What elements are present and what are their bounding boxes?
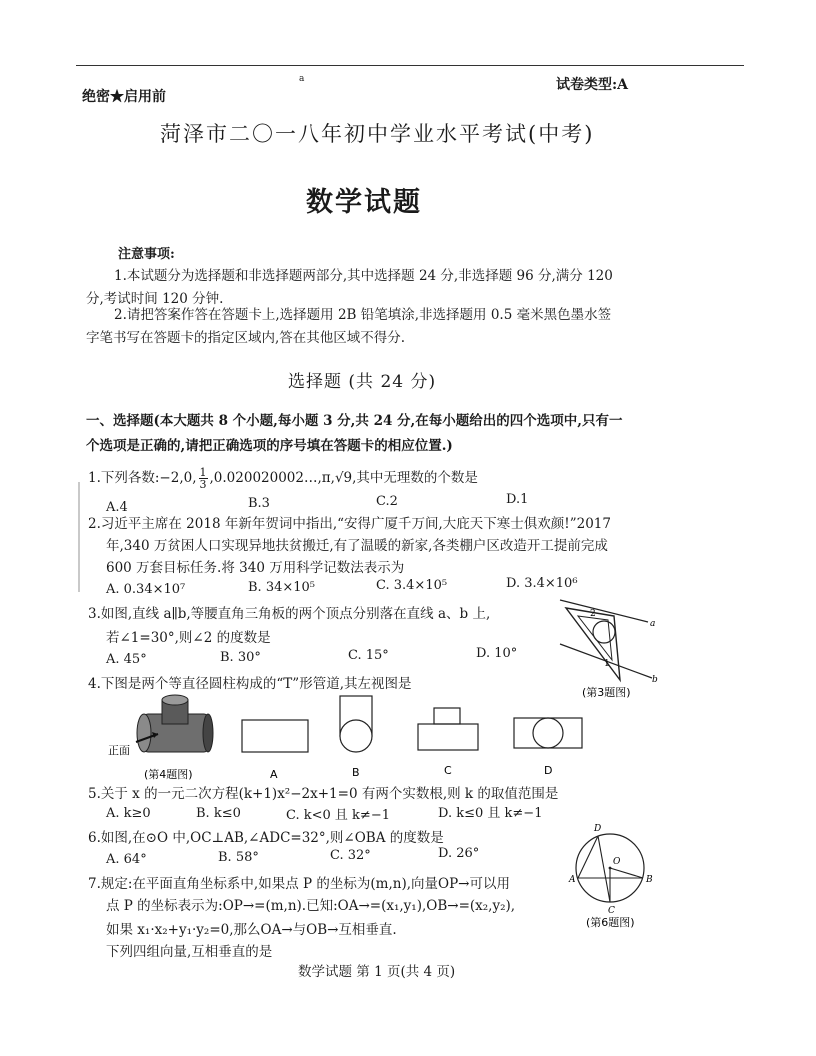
q3-figure-caption: (第3题图) [582,686,631,699]
q3-label-a: a [650,619,656,629]
q3-option-a: A. 45° [106,652,147,667]
q7-line3: 如果 x₁·x₂+y₁·y₂=0,那么OA→与OB→互相垂直. [106,922,397,938]
q4-front-label: 正面 [108,744,130,757]
q4-option-a-figure [242,720,308,752]
q3-option-b: B. 30° [220,650,261,665]
q4-option-b-label: B [352,766,360,779]
q7-line4: 下列四组向量,互相垂直的是 [106,944,273,960]
q2-option-c: C. 3.4×10⁵ [376,578,448,593]
q5-option-a: A. k≥0 [106,806,151,821]
q2-option-b: B. 34×10⁵ [248,580,316,595]
q6-label-c: C [608,906,615,916]
header-mark: a [299,74,305,84]
q1-option-b: B.3 [248,496,270,511]
q1-option-c: C.2 [376,494,398,509]
q3-line2: 若∠1=30°,则∠2 的度数是 [106,630,271,646]
section-title: 选择题 (共 24 分) [288,372,437,392]
page-footer: 数学试题 第 1 页(共 4 页) [298,964,456,980]
q5-option-c: C. k<0 且 k≠−1 [286,808,390,823]
q3-figure [552,596,662,704]
q2-line1: 2.习近平主席在 2018 年新年贺词中指出,“安得广厦千万间,大庇天下寒士俱欢颜!”2017 [88,516,611,532]
q6-stem: 6.如图,在⊙O 中,OC⊥AB,∠ADC=32°,则∠OBA 的度数是 [88,830,444,846]
notice-heading: 注意事项: [118,247,175,262]
confidential-label: 绝密★启用前 [82,89,166,105]
q6-label-b: B [646,875,653,885]
notice-item2-line1: 2.请把答案作答在答题卡上,选择题用 2B 铅笔填涂,非选择题用 0.5 毫米黑色墨水签 [114,307,612,323]
notice-item1-line1: 1.本试题分为选择题和非选择题两部分,其中选择题 24 分,非选择题 96 分,满分 120 [114,268,613,284]
q4-option-c-label: C [444,764,452,777]
q4-t-pipe-figure [136,695,213,752]
notice-item2-line2: 字笔书写在答题卡的指定区域内,答在其他区域不得分. [86,330,406,346]
q1-option-d: D.1 [506,492,529,507]
q1-stem-part-a: 1.下列各数:−2,0, [88,470,197,486]
q2-line3: 600 万套目标任务.将 340 万用科学记数法表示为 [106,560,405,576]
q6-figure-caption: (第6题图) [586,916,635,929]
q6-option-b: B. 58° [218,850,259,865]
q5-stem: 5.关于 x 的一元二次方程(k+1)x²−2x+1=0 有两个实数根,则 k 的取值范围是 [88,786,559,802]
q1-stem [88,466,478,490]
q1-frac-num: 1 [199,466,207,479]
q6-option-a: A. 64° [106,852,147,867]
q6-option-c: C. 32° [330,848,371,863]
q3-angle-2-label: 2 [590,609,596,619]
q2-option-a: A. 0.34×10⁷ [106,582,186,597]
q4-option-d-figure [514,718,582,748]
q6-label-d: D [594,824,602,834]
q2-option-d: D. 3.4×10⁶ [506,576,578,591]
q6-center-dot [609,867,612,870]
q3-option-d: D. 10° [476,646,518,661]
q4-figures [100,692,600,784]
q3-line1: 3.如图,直线 a∥b,等腰直角三角板的两个顶点分别落在直线 a、b 上, [88,606,491,622]
q3-angle-1-label: 1 [604,659,610,669]
notice-item1-line2: 分,考试时间 120 分钟. [86,291,224,307]
q6-option-d: D. 26° [438,846,480,861]
q4-stem: 4.下图是两个等直径圆柱构成的“T”形管道,其左视图是 [88,676,412,692]
q4-option-b-figure [340,696,372,752]
q1-option-a: A.4 [106,500,128,515]
top-rule [76,65,744,66]
part-intro-line2: 个选项是正确的,请把正确选项的序号填在答题卡的相应位置.) [86,438,453,454]
q6-segment-dc [598,836,610,902]
q4-option-a-label: A [270,768,278,781]
q5-option-d: D. k≤0 且 k≠−1 [438,806,543,821]
scan-artifact-line [78,482,80,592]
part-intro-line1: 一、选择题(本大题共 8 个小题,每小题 3 分,共 24 分,在每小题给出的四个选项中,只有一 [86,413,623,429]
q1-fraction [199,467,208,490]
q7-line1: 7.规定:在平面直角坐标系中,如果点 P 的坐标为(m,n),向量OP→可以用 [88,876,510,892]
q6-segment-ob [610,868,643,878]
q6-label-o: O [613,857,621,867]
subject-title: 数学试题 [306,187,422,218]
q2-line2: 年,340 万贫困人口实现异地扶贫搬迁,有了温暖的新家,各类棚户区改造开工提前完成 [106,538,608,554]
q4-figure-caption: (第4题图) [144,768,193,781]
q4-option-d-label: D [544,764,553,777]
q1-stem-part-b: ,0.020020002…,π,√9,其中无理数的个数是 [209,470,478,486]
q3-triangle-hole [593,621,615,643]
q3-option-c: C. 15° [348,648,389,663]
q1-frac-den: 3 [199,478,207,491]
exam-title: 菏泽市二〇一八年初中学业水平考试(中考) [160,122,595,146]
q5-option-b: B. k≤0 [196,806,241,821]
q4-option-c-figure [418,708,478,750]
q3-label-b: b [652,675,658,685]
q6-figure [566,818,666,930]
q7-line2: 点 P 的坐标表示为:OP→=(m,n).已知:OA→=(x₁,y₁),OB→=(x₂,y₂), [106,898,516,914]
paper-type-label: 试卷类型:A [556,77,629,93]
q6-label-a: A [569,875,576,885]
